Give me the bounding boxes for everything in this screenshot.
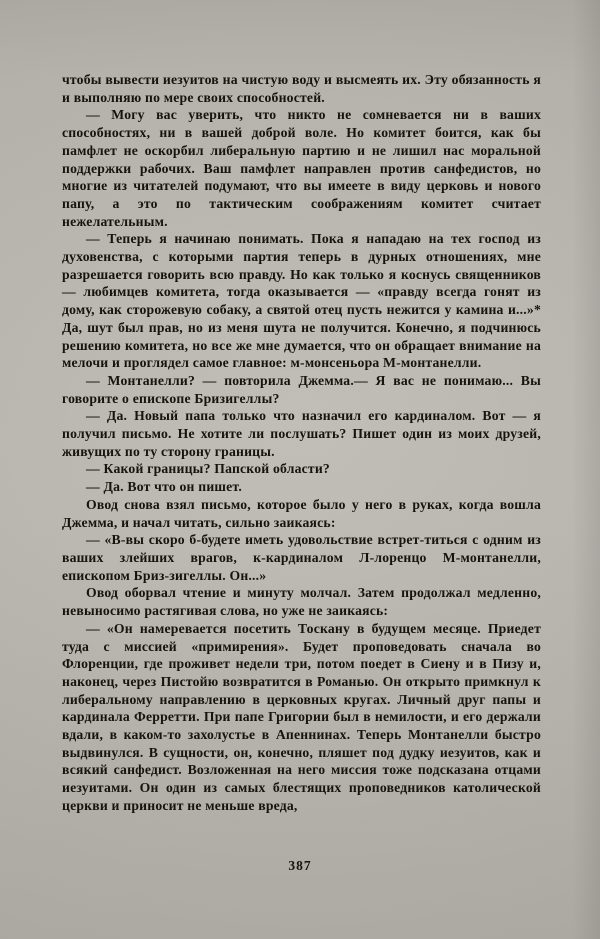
page-number: 387 — [288, 858, 312, 873]
paragraph: — «Он намеревается посетить Тоскану в будущем месяце. Приедет туда с миссией «примирения». Будет проповедовать сначала во Флоренции, где проживет недели три, потом поедет в Сиену и в Пизу и, наконец, через Пистойю возвратится в Романью. Он открыто примкнул к либеральному направлению в церковных кругах. Личный друг папы и кардинала Ферретти. При папе Григории был в немилости, и его держали вдали, в каком-то захолустье в Апеннинах. Теперь Монтанелли быстро выдвинулся. В сущности, он, конечно, пляшет под дудку иезуитов, как и всякий санфедист. Возложенная на него миссия тоже подсказана отцами иезуитами. Он один из самых блестящих проповедников католической церкви и приносит не меньше вреда, — [62, 620, 541, 813]
paragraph: — Могу вас уверить, что никто не сомневается ни в ваших способностях, ни в вашей доброй воле. Но комитет боится, как бы памфлет не оскорбил либеральную партию и не лишил нас моральной поддержки рабочих. Ваш памфлет направлен против санфедистов, но многие из читателей подумают, что вы имеете в виду церковь и нового папу, а это по тактическим соображениям комитет считает нежелательным. — [62, 107, 541, 229]
paragraph: Овод оборвал чтение и минуту молчал. Затем продолжал медленно, невыносимо растягивая слова, но уже не заикаясь: — [62, 585, 541, 619]
paragraph: — Монтанелли? — повторила Джемма.— Я вас не понимаю... Вы говорите о епископе Бризигеллы? — [62, 372, 541, 406]
paragraph: чтобы вывести иезуитов на чистую воду и высмеять их. Эту обязанность я и выполняю по мере своих способностей. — [62, 72, 541, 105]
paragraph: — Какой границы? Папской области? — [86, 461, 330, 477]
paragraph: — «В-вы скоро б-будете иметь удовольствие встрет-титься с одним из ваших злейших врагов, к-кардиналом Л-лоренцо М-монтанелли, епископом Бриз-зигеллы. Он...» — [62, 532, 541, 583]
paragraph: — Да. Новый папа только что назначил его кардиналом. Вот — я получил письмо. Не хотите ли послушать? Пишет один из моих друзей, живущих по ту сторону границы. — [62, 408, 541, 459]
page-text — [62, 71, 541, 815]
paragraph: — Теперь я начинаю понимать. Пока я нападаю на тех господ из духовенства, с которыми партия теперь в дурных отношениях, мне разрешается говорить всю правду. Но как только я коснусь священников — любимцев комитета, тогда оказывается — «правду всегда гонят из дому, как сторожевую собаку, а святой отец пусть нежится у камина и...»* Да, шут был прав, но из меня шута не получится. Конечно, я подчинюсь решению комитета, но все же мне думается, что он обращает внимание на мелочи и проглядел самое главное: м-монсеньора М-монтанелли. — [62, 231, 541, 371]
paragraph: Овод снова взял письмо, которое было у него в руках, когда вошла Джемма, и начал читать, сильно заикаясь: — [62, 496, 541, 530]
paragraph: — Да. Вот что он пишет. — [86, 479, 242, 495]
